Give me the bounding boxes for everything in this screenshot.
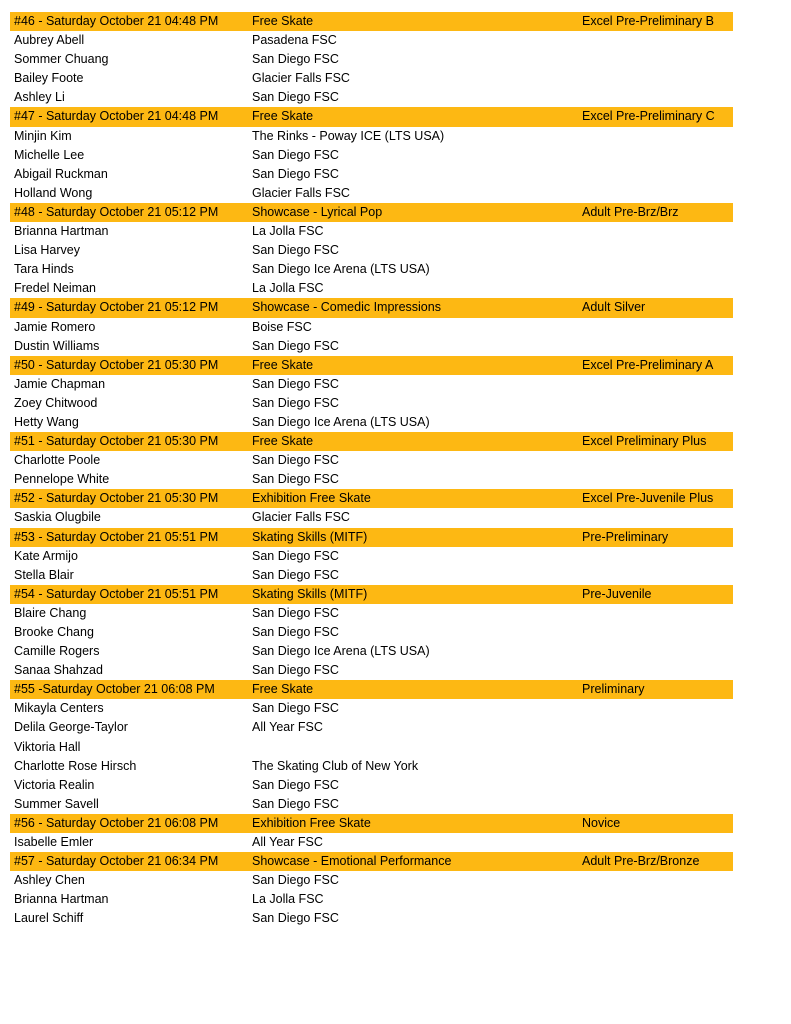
- skater-name: Mikayla Centers: [14, 701, 104, 716]
- skater-name: Isabelle Emler: [14, 835, 94, 850]
- event-header-row: [10, 528, 733, 547]
- skater-name: Brooke Chang: [14, 625, 94, 639]
- skater-row: [10, 604, 733, 623]
- skater-row: [10, 871, 733, 890]
- skater-name: Ashley Li: [14, 90, 65, 105]
- skater-row: [10, 50, 733, 69]
- event-level: Preliminary: [582, 682, 645, 697]
- event-label: #46 - Saturday October 21 04:48 PM: [14, 14, 219, 28]
- event-header-row: [10, 12, 733, 31]
- skater-row: [10, 470, 733, 489]
- skater-club: All Year FSC: [252, 835, 323, 850]
- skater-name: Brianna Hartman: [14, 892, 109, 907]
- skater-name: Charlotte Rose Hirsch: [14, 758, 137, 773]
- skater-name: Camille Rogers: [14, 644, 100, 659]
- skater-club: San Diego Ice Arena (LTS USA): [252, 414, 430, 429]
- event-label: #51 - Saturday October 21 05:30 PM: [14, 434, 219, 449]
- event-label: #57 - Saturday October 21 06:34 PM: [14, 854, 219, 869]
- skater-name: Dustin Williams: [14, 338, 100, 353]
- event-label: #47 - Saturday October 21 04:48 PM: [14, 109, 219, 124]
- skater-row: [10, 337, 733, 356]
- event-level: Excel Pre-Preliminary C: [582, 109, 715, 124]
- event-label: #49 - Saturday October 21 05:12 PM: [14, 300, 219, 315]
- skater-name: Blaire Chang: [14, 605, 87, 620]
- skater-name: Viktoria Hall: [14, 739, 81, 754]
- event-level: Adult Pre-Brz/Brz: [582, 204, 679, 219]
- skater-row: [10, 699, 733, 718]
- event-type: Showcase - Emotional Performance: [252, 854, 452, 869]
- skater-row: [10, 394, 733, 413]
- event-level: Pre-Preliminary: [582, 529, 669, 544]
- skater-row: [10, 241, 733, 260]
- skater-name: Summer Savell: [14, 796, 99, 811]
- event-type: Free Skate: [252, 357, 314, 372]
- event-type: Free Skate: [252, 109, 314, 124]
- skater-row: [10, 451, 733, 470]
- skater-club: San Diego FSC: [252, 701, 339, 716]
- skater-row: [10, 508, 733, 527]
- skater-club: La Jolla FSC: [252, 224, 324, 239]
- event-header-row: [10, 432, 733, 451]
- event-type: Skating Skills (MITF): [252, 586, 368, 601]
- event-type: Showcase - Comedic Impressions: [252, 300, 441, 315]
- event-level: Adult Pre-Brz/Bronze: [582, 854, 700, 869]
- skater-club: The Rinks - Poway ICE (LTS USA): [252, 128, 445, 143]
- skater-name: Victoria Realin: [14, 777, 95, 792]
- skater-club: San Diego FSC: [252, 548, 339, 563]
- event-header-row: [10, 203, 733, 222]
- skater-row: [10, 833, 733, 852]
- skater-club: La Jolla FSC: [252, 281, 324, 296]
- skater-row: [10, 413, 733, 432]
- skater-name: Ashley Chen: [14, 873, 85, 888]
- skater-name: Zoey Chitwood: [14, 395, 98, 410]
- skater-row: [10, 31, 733, 50]
- skater-club: San Diego FSC: [252, 395, 339, 410]
- skater-club: San Diego FSC: [252, 472, 339, 487]
- skater-name: Lisa Harvey: [14, 243, 80, 258]
- skater-name: Laurel Schiff: [14, 911, 84, 926]
- event-level: Excel Preliminary Plus: [582, 434, 707, 449]
- skater-name: Charlotte Poole: [14, 453, 101, 468]
- skater-name: Holland Wong: [14, 185, 93, 200]
- skater-club: San Diego FSC: [252, 873, 339, 888]
- event-level: Novice: [582, 815, 621, 830]
- skater-club: San Diego FSC: [252, 796, 339, 811]
- event-header-row: [10, 356, 733, 375]
- event-level: Excel Pre-Preliminary B: [582, 14, 714, 28]
- event-label: #48 - Saturday October 21 05:12 PM: [14, 204, 219, 219]
- skater-name: Jamie Romero: [14, 319, 96, 334]
- skater-club: Boise FSC: [252, 319, 312, 334]
- skater-name: Abigail Ruckman: [14, 166, 108, 181]
- event-header-row: [10, 489, 733, 508]
- event-label: #55 -Saturday October 21 06:08 PM: [14, 682, 215, 697]
- event-header-row: [10, 107, 733, 126]
- event-type: Free Skate: [252, 682, 314, 697]
- skater-name: Fredel Neiman: [14, 281, 96, 296]
- skater-club: San Diego FSC: [252, 338, 339, 353]
- skater-name: Delila George-Taylor: [14, 720, 128, 735]
- skater-row: [10, 260, 733, 279]
- event-label: #54 - Saturday October 21 05:51 PM: [14, 586, 219, 601]
- skater-club: La Jolla FSC: [252, 892, 324, 907]
- event-label: #56 - Saturday October 21 06:08 PM: [14, 815, 219, 830]
- skater-name: Sommer Chuang: [14, 52, 109, 67]
- skater-club: San Diego Ice Arena (LTS USA): [252, 262, 430, 277]
- event-label: #52 - Saturday October 21 05:30 PM: [14, 491, 219, 506]
- skater-club: The Skating Club of New York: [252, 758, 419, 773]
- skater-club: San Diego FSC: [252, 567, 339, 582]
- skater-row: [10, 375, 733, 394]
- event-header-row: [10, 852, 733, 871]
- schedule-table: [10, 12, 733, 929]
- skater-club: San Diego FSC: [252, 52, 339, 67]
- event-header-row: [10, 585, 733, 604]
- skater-row: [10, 318, 733, 337]
- skater-club: San Diego FSC: [252, 453, 339, 468]
- skater-name: Sanaa Shahzad: [14, 663, 103, 678]
- skater-row: [10, 661, 733, 680]
- skater-club: San Diego FSC: [252, 376, 339, 391]
- event-header-row: [10, 298, 733, 317]
- skater-name: Saskia Olugbile: [14, 510, 101, 525]
- event-label: #50 - Saturday October 21 05:30 PM: [14, 357, 219, 372]
- skater-club: Glacier Falls FSC: [252, 185, 350, 200]
- skater-name: Bailey Foote: [14, 71, 84, 86]
- event-type: Exhibition Free Skate: [252, 815, 371, 830]
- skater-club: San Diego FSC: [252, 147, 339, 162]
- skater-row: [10, 88, 733, 107]
- skater-name: Michelle Lee: [14, 147, 85, 162]
- skater-club: Glacier Falls FSC: [252, 71, 350, 86]
- skater-club: Glacier Falls FSC: [252, 510, 350, 525]
- skater-row: [10, 909, 733, 928]
- skater-row: [10, 165, 733, 184]
- skater-name: Aubrey Abell: [14, 33, 85, 48]
- skater-row: [10, 184, 733, 203]
- skater-row: [10, 69, 733, 88]
- skater-club: San Diego FSC: [252, 663, 339, 678]
- skater-club: All Year FSC: [252, 720, 323, 735]
- event-label: #53 - Saturday October 21 05:51 PM: [14, 529, 219, 544]
- skater-row: [10, 890, 733, 909]
- skater-row: [10, 222, 733, 241]
- skater-name: Hetty Wang: [14, 414, 79, 429]
- skater-club: San Diego Ice Arena (LTS USA): [252, 644, 430, 659]
- event-type: Showcase - Lyrical Pop: [252, 204, 383, 219]
- skater-name: Pennelope White: [14, 472, 110, 487]
- event-type: Exhibition Free Skate: [252, 491, 371, 506]
- event-level: Excel Pre-Juvenile Plus: [582, 491, 714, 506]
- event-level: Excel Pre-Preliminary A: [582, 357, 714, 372]
- skater-row: [10, 566, 733, 585]
- skater-row: [10, 623, 733, 642]
- event-level: Pre-Juvenile: [582, 586, 652, 601]
- skater-row: [10, 547, 733, 566]
- skater-club: San Diego FSC: [252, 90, 339, 105]
- skater-row: [10, 718, 733, 737]
- skater-club: Pasadena FSC: [252, 33, 337, 48]
- skater-row: [10, 738, 733, 757]
- event-type: Free Skate: [252, 434, 314, 449]
- skater-name: Brianna Hartman: [14, 224, 109, 239]
- skater-club: San Diego FSC: [252, 625, 339, 639]
- skater-name: Minjin Kim: [14, 128, 72, 143]
- skater-name: Tara Hinds: [14, 262, 74, 277]
- skater-name: Stella Blair: [14, 567, 74, 582]
- skater-row: [10, 127, 733, 146]
- skater-club: San Diego FSC: [252, 243, 339, 258]
- skater-row: [10, 776, 733, 795]
- skater-row: [10, 642, 733, 661]
- skater-row: [10, 279, 733, 298]
- event-header-row: [10, 814, 733, 833]
- skater-row: [10, 757, 733, 776]
- skater-row: [10, 795, 733, 814]
- skater-club: San Diego FSC: [252, 166, 339, 181]
- skater-name: Jamie Chapman: [14, 376, 106, 391]
- skater-club: San Diego FSC: [252, 777, 339, 792]
- skater-row: [10, 146, 733, 165]
- skater-name: Kate Armijo: [14, 548, 78, 563]
- skater-club: San Diego FSC: [252, 911, 339, 926]
- event-type: Free Skate: [252, 14, 314, 28]
- event-level: Adult Silver: [582, 300, 646, 315]
- skater-club: San Diego FSC: [252, 605, 339, 620]
- event-header-row: [10, 680, 733, 699]
- event-type: Skating Skills (MITF): [252, 529, 368, 544]
